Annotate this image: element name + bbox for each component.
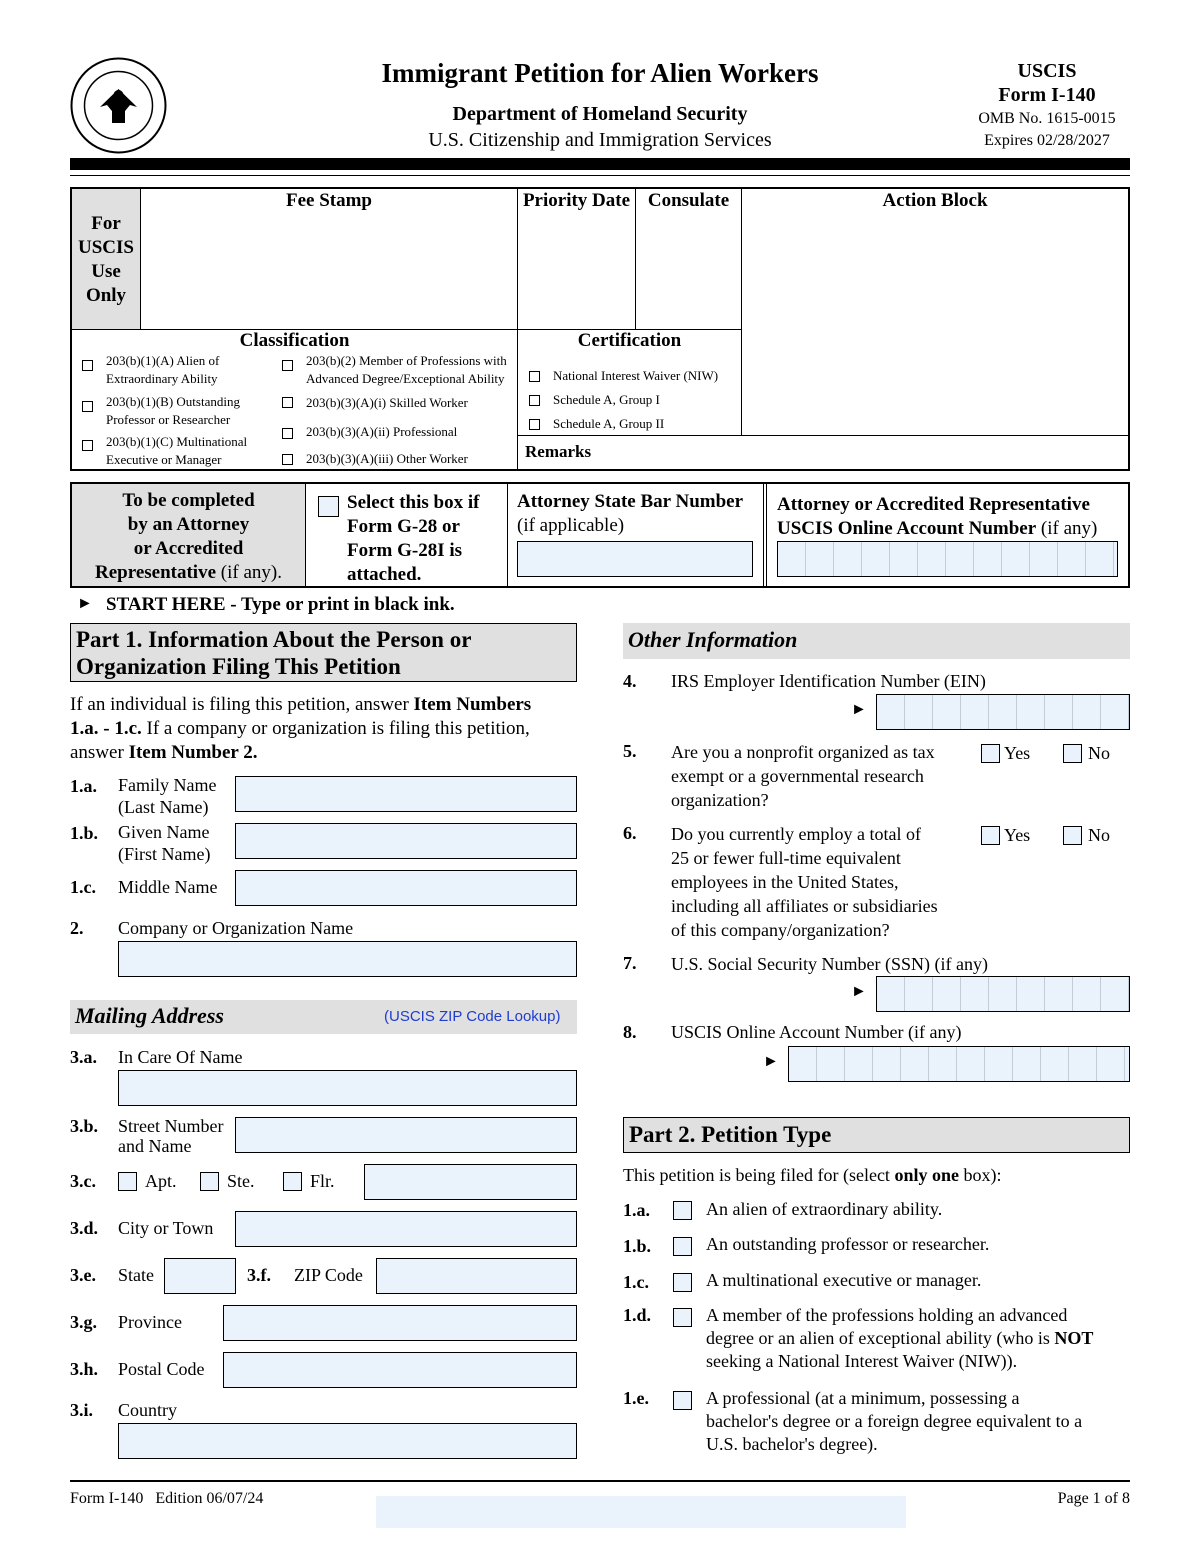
attorney-account-label-2: USCIS Online Account Number (if any)	[777, 518, 1098, 539]
given-name-input[interactable]	[235, 823, 577, 859]
street-label: Street Number and Name	[118, 1116, 224, 1156]
item-number: 1.c.	[70, 877, 96, 897]
start-here-text: START HERE - Type or print in black ink.	[106, 594, 455, 615]
item-number: 6.	[623, 823, 637, 843]
start-here-arrow: ►	[77, 595, 93, 612]
state-label: State	[118, 1265, 154, 1285]
other-info-title: Other Information	[628, 627, 798, 652]
petition-type-checkbox[interactable]	[673, 1201, 692, 1220]
item-number: 3.f.	[247, 1265, 271, 1285]
header-rule-thick	[70, 158, 1130, 170]
middle-name-input[interactable]	[235, 870, 577, 906]
petition-type-label: An outstanding professor or researcher.	[706, 1234, 990, 1254]
v-line-att-1	[507, 484, 508, 586]
attorney-completed-by: To be completed by an Attorney or Accredited Representative (if any).	[72, 484, 306, 586]
v-line-att-2	[763, 484, 764, 586]
petition-type-checkbox[interactable]	[673, 1391, 692, 1410]
online-account-input[interactable]	[788, 1046, 1130, 1082]
attorney-account-input[interactable]	[777, 541, 1118, 577]
apt-checkbox[interactable]	[118, 1172, 137, 1191]
employees-yes-label: Yes	[1004, 825, 1031, 845]
ein-input[interactable]	[876, 694, 1130, 730]
zip-lookup-link[interactable]: (USCIS ZIP Code Lookup)	[384, 1008, 561, 1025]
employees-yes-checkbox[interactable]	[981, 826, 1000, 845]
province-label: Province	[118, 1312, 182, 1332]
classification-checkbox[interactable]	[82, 401, 93, 412]
country-input[interactable]	[118, 1423, 577, 1459]
classification-label: 203(b)(1)(C) Multinational Executive or Manager	[106, 434, 248, 467]
city-input[interactable]	[235, 1211, 577, 1247]
item-number: 1.d.	[623, 1305, 652, 1325]
bar-number-sub: (if applicable)	[517, 515, 625, 536]
certification-checkbox[interactable]	[529, 419, 540, 430]
ste-checkbox[interactable]	[200, 1172, 219, 1191]
attorney-account-label: Attorney or Accredited Representative	[777, 494, 1090, 515]
online-account-arrow: ►	[763, 1053, 779, 1070]
consulate-label: Consulate	[647, 190, 730, 211]
bar-number-input[interactable]	[517, 541, 753, 577]
nonprofit-question: Are you a nonprofit organized as tax exempt or a governmental research organization?	[671, 742, 935, 810]
footer-page-number: Page 1 of 8	[1057, 1490, 1130, 1507]
certification-checkbox[interactable]	[529, 371, 540, 382]
mailing-address-title: Mailing Address	[75, 1003, 224, 1028]
priority-date-label: Priority Date	[522, 190, 631, 211]
item-number: 7.	[623, 953, 637, 973]
classification-checkbox[interactable]	[82, 440, 93, 451]
classification-checkbox[interactable]	[282, 360, 293, 371]
part2-intro: This petition is being filed for (select only one box):	[623, 1165, 1002, 1185]
employees-no-label: No	[1088, 825, 1110, 845]
agency-name: U.S. Citizenship and Immigration Services	[428, 129, 772, 151]
classification-checkbox[interactable]	[82, 360, 93, 371]
item-number: 1.e.	[623, 1388, 649, 1408]
company-name-input[interactable]	[118, 941, 577, 977]
nonprofit-yes-checkbox[interactable]	[981, 744, 1000, 763]
in-care-of-input[interactable]	[118, 1070, 577, 1106]
company-name-label: Company or Organization Name	[118, 918, 354, 938]
employees-question: Do you currently employ a total of 25 or fewer full-time equivalent employees in the United States, including all affiliates or subsidiaries of this company/organization?	[671, 824, 938, 940]
item-number: 1.b.	[70, 823, 99, 843]
classification-checkbox[interactable]	[282, 454, 293, 465]
flr-checkbox[interactable]	[283, 1172, 302, 1191]
fee-stamp-label: Fee Stamp	[285, 190, 372, 211]
ste-label: Ste.	[227, 1171, 255, 1191]
nonprofit-no-checkbox[interactable]	[1063, 744, 1082, 763]
state-select[interactable]	[164, 1258, 236, 1294]
item-number: 1.b.	[623, 1236, 652, 1256]
bar-number-label: Attorney State Bar Number	[517, 491, 744, 512]
employees-no-checkbox[interactable]	[1063, 826, 1082, 845]
petition-type-checkbox[interactable]	[673, 1237, 692, 1256]
ssn-label: U.S. Social Security Number (SSN) (if any)	[671, 954, 988, 974]
department-name: Department of Homeland Security	[452, 103, 748, 125]
city-label: City or Town	[118, 1218, 214, 1238]
ssn-arrow: ►	[851, 983, 867, 1000]
classification-checkbox[interactable]	[282, 428, 293, 439]
item-number: 3.d.	[70, 1218, 99, 1238]
part1-header: Part 1. Information About the Person or Organization Filing This Petition	[70, 623, 577, 682]
footer-rule	[70, 1480, 1130, 1482]
dhs-seal	[70, 57, 167, 154]
expiration-date: Expires 02/28/2027	[984, 132, 1110, 149]
given-name-label: Given Name (First Name)	[118, 822, 211, 864]
omb-number: OMB No. 1615-0015	[978, 110, 1116, 127]
nonprofit-no-label: No	[1088, 743, 1110, 763]
zip-code-input[interactable]	[376, 1258, 577, 1294]
classification-checkbox[interactable]	[282, 397, 293, 408]
classification-label: 203(b)(3)(A)(ii) Professional	[306, 424, 458, 439]
item-number: 3.a.	[70, 1047, 97, 1067]
certification-label: National Interest Waiver (NIW)	[553, 368, 719, 383]
province-input[interactable]	[223, 1305, 577, 1341]
item-number: 3.h.	[70, 1359, 99, 1379]
for-uscis-use-only: For USCIS Use Only	[72, 189, 141, 329]
item-number: 1.a.	[623, 1200, 650, 1220]
certification-label: Schedule A, Group I	[553, 392, 660, 407]
form-number: Form I-140	[998, 84, 1096, 106]
flr-label: Flr.	[310, 1171, 335, 1191]
h-line-remarks	[517, 435, 1128, 436]
petition-type-label: An alien of extraordinary ability.	[706, 1199, 943, 1219]
ein-arrow: ►	[851, 701, 867, 718]
remarks-label: Remarks	[525, 442, 592, 461]
family-name-input[interactable]	[235, 776, 577, 812]
footer-form-edition: Form I-140 Edition 06/07/24	[70, 1490, 264, 1507]
part1-intro: If an individual is filing this petition, answer Item Numbers 1.a. - 1.c. If a company or organization is filing this petition, answer Item Number 2.	[70, 694, 532, 763]
classification-label: 203(b)(3)(A)(iii) Other Worker	[306, 451, 468, 466]
ein-label: IRS Employer Identification Number (EIN)	[671, 671, 986, 691]
certification-checkbox[interactable]	[529, 395, 540, 406]
item-number: 3.i.	[70, 1400, 94, 1420]
certification-label: Schedule A, Group II	[553, 416, 665, 431]
form-title: Immigrant Petition for Alien Workers	[381, 58, 819, 88]
petition-type-label: A multinational executive or manager.	[706, 1270, 982, 1290]
classification-title: Classification	[239, 330, 350, 351]
item-number: 3.c.	[70, 1171, 96, 1191]
nonprofit-yes-label: Yes	[1004, 743, 1031, 763]
middle-name-label: Middle Name	[118, 877, 218, 897]
online-account-label: USCIS Online Account Number (if any)	[671, 1022, 962, 1042]
item-number: 3.b.	[70, 1116, 99, 1136]
item-number: 3.e.	[70, 1265, 96, 1285]
certification-title: Certification	[577, 330, 682, 351]
classification-label: 203(b)(2) Member of Professions with Advanced Degree/Exceptional Ability	[306, 353, 507, 386]
petition-type-label: A member of the professions holding an advanced degree or an alien of exceptional ability (who is NOT seeking a National Interest Waiver (NIW)).	[706, 1305, 1094, 1371]
postal-code-label: Postal Code	[118, 1359, 205, 1379]
part2-header: Part 2. Petition Type	[623, 1117, 1130, 1153]
item-number: 5.	[623, 741, 637, 761]
g28-label: Select this box if Form G-28 or Form G-28I is attached.	[347, 492, 480, 585]
item-number: 4.	[623, 671, 637, 691]
petition-type-checkbox[interactable]	[673, 1308, 692, 1327]
unit-number-input[interactable]	[364, 1164, 577, 1200]
zip-code-label: ZIP Code	[294, 1265, 363, 1285]
item-number: 1.c.	[623, 1272, 649, 1292]
uscis-label: USCIS	[1017, 60, 1077, 82]
item-number: 3.g.	[70, 1312, 97, 1332]
family-name-label: Family Name (Last Name)	[118, 775, 217, 817]
g28-checkbox[interactable]	[318, 496, 339, 517]
ssn-input[interactable]	[876, 976, 1130, 1012]
petition-type-label: A professional (at a minimum, possessing a bachelor's degree or a foreign degree equivalent to a U.S. bachelor's degree).	[706, 1388, 1083, 1454]
item-number: 1.a.	[70, 776, 97, 796]
classification-label: 203(b)(3)(A)(i) Skilled Worker	[306, 395, 468, 410]
postal-code-input[interactable]	[223, 1352, 577, 1388]
v-line-att-3	[766, 484, 767, 586]
item-number: 8.	[623, 1022, 637, 1042]
apt-label: Apt.	[145, 1171, 177, 1191]
item-number: 2.	[70, 918, 84, 938]
classification-label: 203(b)(1)(B) Outstanding Professor or Researcher	[106, 394, 240, 427]
header-rule-thin	[70, 175, 1130, 176]
in-care-of-label: In Care Of Name	[118, 1047, 243, 1067]
v-line-3	[741, 189, 742, 435]
country-label: Country	[118, 1400, 178, 1420]
petition-type-checkbox[interactable]	[673, 1273, 692, 1292]
footer-barcode-area	[376, 1496, 906, 1528]
action-block-label: Action Block	[882, 190, 988, 211]
classification-label: 203(b)(1)(A) Alien of Extraordinary Ability	[106, 353, 220, 386]
street-input[interactable]	[235, 1117, 577, 1153]
